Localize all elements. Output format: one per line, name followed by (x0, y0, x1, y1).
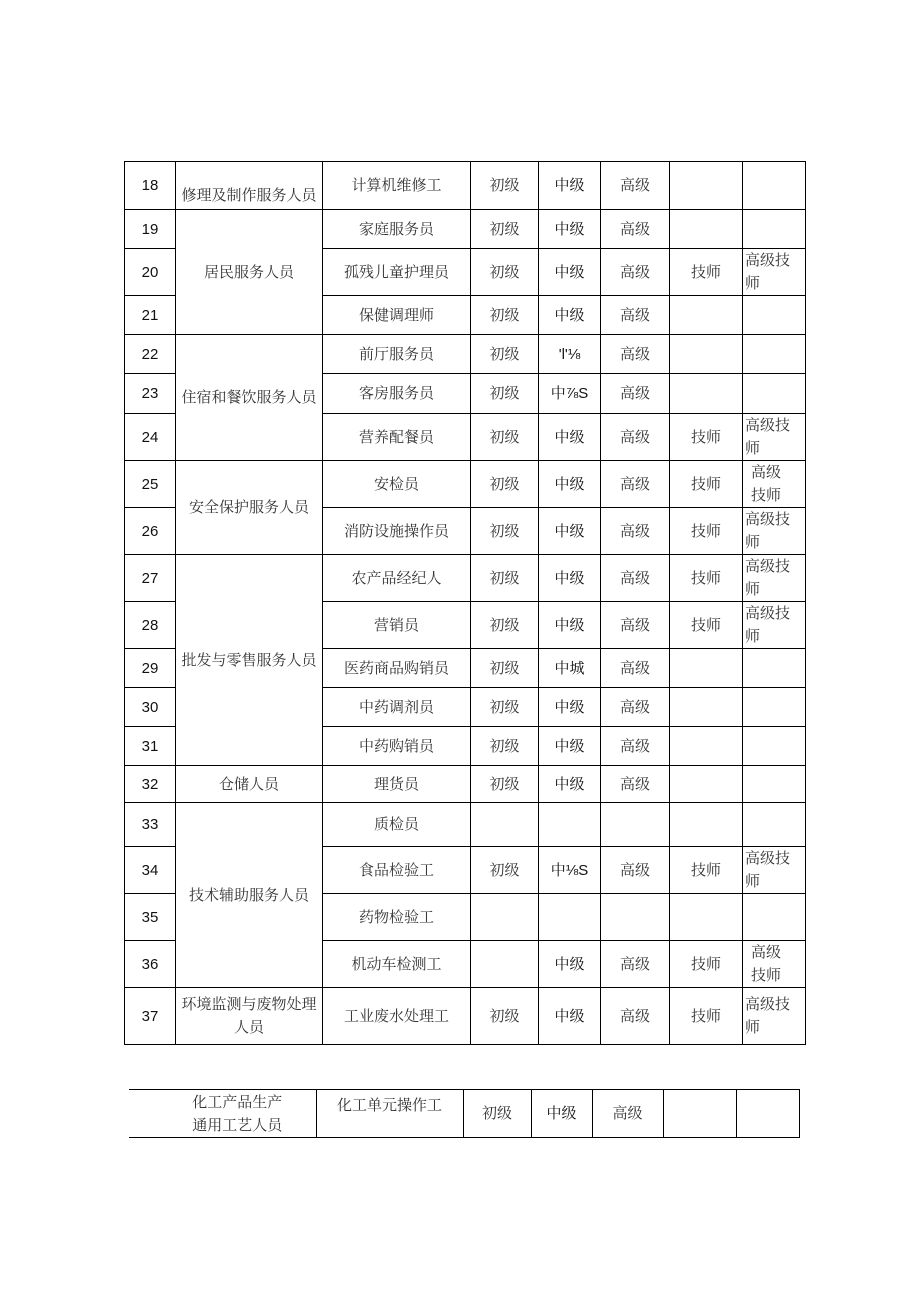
occupation-cell: 营销员 (323, 602, 471, 649)
level-senior-technician (743, 374, 806, 414)
level-technician: 技师 (670, 602, 743, 649)
occupation-cell: 医药商品购销员 (323, 649, 471, 688)
table-row (125, 210, 806, 249)
level-primary (471, 894, 539, 941)
table-row (125, 766, 806, 803)
level-intermediate: 中级 (539, 941, 601, 988)
level-intermediate: 中级 (539, 461, 601, 508)
level-advanced: 高级 (601, 374, 670, 414)
occupation-cell: 中药调剂员 (323, 688, 471, 727)
category-cell: 安全保护服务人员 (176, 461, 323, 555)
level-senior-technician: 高级技师 (743, 602, 806, 649)
level-technician: 技师 (670, 941, 743, 988)
level-technician: 技师 (670, 555, 743, 602)
occupation-cell: 药物检验工 (323, 894, 471, 941)
occupation-cell: 前厅服务员 (323, 335, 471, 374)
occupation-cell: 理货员 (323, 766, 471, 803)
level-advanced: 高级 (601, 335, 670, 374)
table-row (125, 988, 806, 1045)
level-technician: 技师 (670, 461, 743, 508)
level-primary: 初级 (463, 1090, 531, 1138)
level-primary: 初级 (471, 162, 539, 210)
level-intermediate: 中级 (539, 249, 601, 296)
level-technician (670, 649, 743, 688)
level-technician: 技师 (670, 508, 743, 555)
level-senior-technician (743, 335, 806, 374)
level-advanced: 高级 (601, 210, 670, 249)
level-advanced: 高级 (601, 508, 670, 555)
level-intermediate: 中级 (539, 296, 601, 335)
row-number: 34 (125, 847, 176, 894)
row-number: 30 (125, 688, 176, 727)
level-primary: 初级 (471, 649, 539, 688)
level-technician (670, 335, 743, 374)
level-senior-technician (743, 766, 806, 803)
category-cell: 居民服务人员 (176, 210, 323, 335)
level-primary (471, 803, 539, 847)
level-intermediate: 中⅛S (539, 847, 601, 894)
row-number: 37 (125, 988, 176, 1045)
level-senior-technician: 高级技师 (743, 414, 806, 461)
row-number: 24 (125, 414, 176, 461)
row-number: 32 (125, 766, 176, 803)
level-technician: 技师 (670, 847, 743, 894)
category-cell: 批发与零售服务人员 (176, 555, 323, 766)
table-row (125, 162, 806, 210)
level-technician (670, 162, 743, 210)
level-primary: 初级 (471, 727, 539, 766)
level-primary: 初级 (471, 296, 539, 335)
occupation-cell: 孤残儿童护理员 (323, 249, 471, 296)
occupation-cell: 机动车检测工 (323, 941, 471, 988)
occupation-cell: 家庭服务员 (323, 210, 471, 249)
level-advanced: 高级 (592, 1090, 663, 1138)
level-primary: 初级 (471, 374, 539, 414)
level-technician (670, 766, 743, 803)
occupation-cell: 工业废水处理工 (323, 988, 471, 1045)
level-senior-technician (743, 296, 806, 335)
level-advanced: 高级 (601, 414, 670, 461)
row-number: 22 (125, 335, 176, 374)
level-senior-technician: 高级技师 (743, 847, 806, 894)
level-senior-technician (743, 649, 806, 688)
level-senior-technician (743, 210, 806, 249)
row-number: 35 (125, 894, 176, 941)
row-number: 25 (125, 461, 176, 508)
level-senior-technician: 高级技师 (743, 988, 806, 1045)
level-primary: 初级 (471, 555, 539, 602)
occupation-cell: 中药购销员 (323, 727, 471, 766)
occupation-cell: 安检员 (323, 461, 471, 508)
level-primary: 初级 (471, 414, 539, 461)
category-cell: 技术辅助服务人员 (176, 803, 323, 988)
level-intermediate: 中级 (539, 988, 601, 1045)
level-advanced: 高级 (601, 555, 670, 602)
level-intermediate: 中城 (539, 649, 601, 688)
occupation-cell: 营养配餐员 (323, 414, 471, 461)
level-technician (670, 803, 743, 847)
level-intermediate: 中⅞S (539, 374, 601, 414)
level-intermediate: 中级 (539, 555, 601, 602)
occupation-cell: 客房服务员 (323, 374, 471, 414)
level-primary: 初级 (471, 335, 539, 374)
level-advanced: 高级 (601, 727, 670, 766)
occupation-cell: 计算机维修工 (323, 162, 471, 210)
row-number: 31 (125, 727, 176, 766)
level-technician: 技师 (670, 988, 743, 1045)
level-intermediate: 中级 (539, 602, 601, 649)
level-advanced (601, 803, 670, 847)
level-technician (670, 296, 743, 335)
level-advanced: 高级 (601, 766, 670, 803)
level-advanced: 高级 (601, 649, 670, 688)
row-number: 18 (125, 162, 176, 210)
level-intermediate: 中级 (531, 1090, 592, 1138)
level-senior-technician: 高级技师 (743, 249, 806, 296)
level-technician (670, 727, 743, 766)
level-senior-technician (743, 162, 806, 210)
category-cell: 化工产品生产通用工艺人员 (129, 1090, 316, 1138)
level-technician: 技师 (670, 414, 743, 461)
level-senior-technician: 高级技师 (743, 941, 806, 988)
level-intermediate: 中级 (539, 210, 601, 249)
category-cell: 住宿和餐饮服务人员 (176, 335, 323, 461)
row-number: 28 (125, 602, 176, 649)
level-advanced: 高级 (601, 847, 670, 894)
table-row (125, 461, 806, 508)
occupation-cell: 食品检验工 (323, 847, 471, 894)
level-primary: 初级 (471, 688, 539, 727)
level-advanced (601, 894, 670, 941)
level-advanced: 高级 (601, 249, 670, 296)
level-primary: 初级 (471, 602, 539, 649)
level-senior-technician (736, 1090, 799, 1138)
table-row (125, 555, 806, 602)
level-advanced: 高级 (601, 688, 670, 727)
level-intermediate: 中级 (539, 727, 601, 766)
level-intermediate: 中级 (539, 414, 601, 461)
level-primary: 初级 (471, 210, 539, 249)
row-number: 21 (125, 296, 176, 335)
table-row (129, 1090, 799, 1138)
level-primary (471, 941, 539, 988)
continuation-table (129, 1089, 800, 1138)
level-advanced: 高级 (601, 602, 670, 649)
level-senior-technician (743, 894, 806, 941)
level-advanced: 高级 (601, 461, 670, 508)
level-technician (670, 688, 743, 727)
occupation-cell: 保健调理师 (323, 296, 471, 335)
occupation-cell: 化工单元操作工 (316, 1090, 463, 1138)
row-number: 29 (125, 649, 176, 688)
row-number: 27 (125, 555, 176, 602)
level-intermediate: 中级 (539, 766, 601, 803)
category-cell: 仓储人员 (176, 766, 323, 803)
level-intermediate: 中级 (539, 688, 601, 727)
level-primary: 初级 (471, 508, 539, 555)
level-advanced: 高级 (601, 988, 670, 1045)
table-row (125, 335, 806, 374)
level-senior-technician (743, 727, 806, 766)
level-senior-technician: 高级技师 (743, 555, 806, 602)
level-primary: 初级 (471, 988, 539, 1045)
level-primary: 初级 (471, 766, 539, 803)
level-technician: 技师 (670, 249, 743, 296)
level-intermediate (539, 894, 601, 941)
level-technician (670, 894, 743, 941)
level-senior-technician: 高级技师 (743, 461, 806, 508)
level-intermediate: 中级 (539, 508, 601, 555)
level-intermediate (539, 803, 601, 847)
level-intermediate: 'l'⅛ (539, 335, 601, 374)
level-technician (670, 374, 743, 414)
occupation-cell: 农产品经纪人 (323, 555, 471, 602)
category-cell: 修理及制作服务人员 (176, 162, 323, 210)
occupation-table (124, 161, 806, 1045)
level-advanced: 高级 (601, 941, 670, 988)
row-number: 26 (125, 508, 176, 555)
level-advanced: 高级 (601, 162, 670, 210)
level-senior-technician (743, 803, 806, 847)
row-number: 20 (125, 249, 176, 296)
level-technician (663, 1090, 736, 1138)
table-row (125, 803, 806, 847)
occupation-cell: 质检员 (323, 803, 471, 847)
level-primary: 初级 (471, 249, 539, 296)
level-primary: 初级 (471, 847, 539, 894)
row-number: 36 (125, 941, 176, 988)
level-senior-technician: 高级技师 (743, 508, 806, 555)
row-number: 33 (125, 803, 176, 847)
level-primary: 初级 (471, 461, 539, 508)
category-cell: 环境监测与废物处理人员 (176, 988, 323, 1045)
occupation-cell: 消防设施操作员 (323, 508, 471, 555)
level-technician (670, 210, 743, 249)
row-number: 19 (125, 210, 176, 249)
row-number: 23 (125, 374, 176, 414)
level-advanced: 高级 (601, 296, 670, 335)
level-senior-technician (743, 688, 806, 727)
level-intermediate: 中级 (539, 162, 601, 210)
